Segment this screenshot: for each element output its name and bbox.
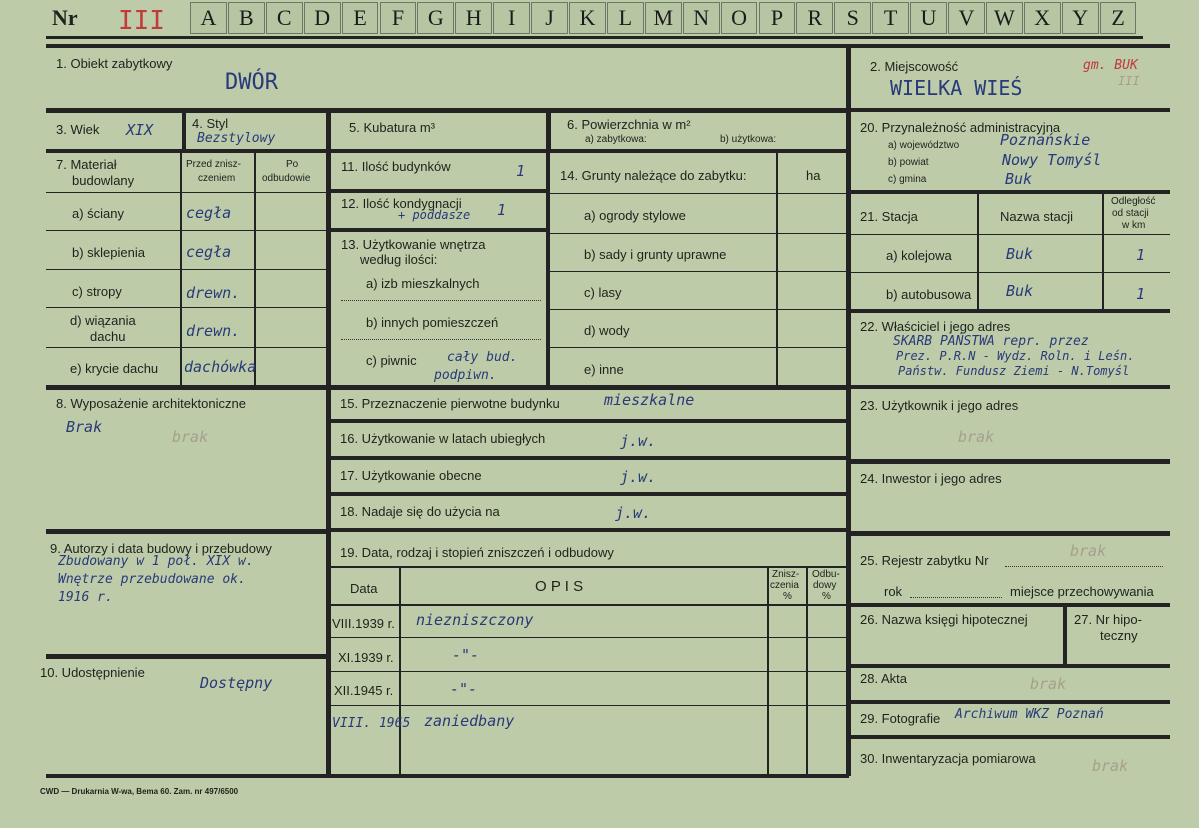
field-1-value: DWÓR bbox=[225, 70, 278, 95]
index-letter: A bbox=[190, 2, 227, 34]
field-17-value: j.w. bbox=[620, 468, 657, 486]
index-letter: O bbox=[721, 2, 758, 34]
field-16-value: j.w. bbox=[620, 432, 657, 450]
field-14-e: e) inne bbox=[584, 362, 624, 377]
field-19-col-o1: Odbu- bbox=[812, 569, 840, 580]
index-letter: R bbox=[796, 2, 833, 34]
index-letter: X bbox=[1024, 2, 1061, 34]
index-letter: E bbox=[342, 2, 379, 34]
field-9-line-1: Zbudowany w 1 poł. XIX w. bbox=[58, 554, 254, 569]
field-7-label-1: 7. Materiał bbox=[56, 157, 117, 172]
field-19-col-z2: czenia bbox=[770, 580, 799, 591]
index-letter: W bbox=[986, 2, 1023, 34]
field-12-value: 1 bbox=[497, 201, 507, 219]
field-6-label: 6. Powierzchnia w m² bbox=[567, 117, 691, 132]
field-6-sub-a: a) zabytkowa: bbox=[585, 134, 647, 145]
field-21-col2c: w km bbox=[1122, 220, 1146, 231]
field-22-label: 22. Właściciel i jego adres bbox=[860, 319, 1011, 334]
faint-note-2: brak bbox=[958, 428, 995, 446]
field-1-label: 1. Obiekt zabytkowy bbox=[56, 56, 173, 71]
field-20-b-value: Nowy Tomyśl bbox=[1002, 151, 1102, 169]
index-letter: Z bbox=[1100, 2, 1137, 34]
field-13-b: b) innych pomieszczeń bbox=[366, 315, 499, 330]
field-20-b: b) powiat bbox=[888, 157, 929, 168]
field-7-row-a-label: a) ściany bbox=[72, 206, 125, 221]
field-9-line-2: Wnętrze przebudowane ok. bbox=[58, 572, 246, 587]
field-19-row-2-desc: -"- bbox=[452, 646, 480, 664]
field-3-label: 3. Wiek bbox=[56, 122, 100, 137]
field-22-line-1: SKARB PAŃSTWA repr. przez bbox=[893, 334, 1089, 349]
index-letter: J bbox=[531, 2, 568, 34]
field-21-b: b) autobusowa bbox=[886, 287, 972, 302]
field-21-a-name: Buk bbox=[1006, 245, 1034, 263]
field-19-col-opis: O P I S bbox=[535, 578, 584, 595]
printer-footer: CWD — Drukarnia W-wa, Bema 60. Zam. nr 497/6500 bbox=[40, 787, 239, 796]
field-15-label: 15. Przeznaczenie pierwotne budynku bbox=[340, 396, 560, 411]
field-21-col2b: od stacji bbox=[1112, 208, 1149, 219]
field-25-place: miejsce przechowywania bbox=[1010, 584, 1154, 599]
field-4-value: Bezstylowy bbox=[197, 131, 276, 146]
field-6-sub-b: b) użytkowa: bbox=[720, 134, 777, 145]
field-21-col1: Nazwa stacji bbox=[1000, 209, 1073, 224]
field-8-label: 8. Wyposażenie architektoniczne bbox=[56, 396, 246, 411]
faint-note-6: III bbox=[1118, 74, 1140, 88]
field-7-row-d-label2: dachu bbox=[90, 329, 126, 344]
field-25-rok: rok bbox=[884, 584, 903, 599]
field-15-value: mieszkalne bbox=[604, 391, 695, 409]
field-20-c-value: Buk bbox=[1005, 170, 1033, 188]
field-21-b-name: Buk bbox=[1006, 282, 1034, 300]
field-7-label-2: budowlany bbox=[72, 173, 135, 188]
index-letter: V bbox=[948, 2, 985, 34]
field-7-row-b-value: cegła bbox=[186, 243, 232, 261]
field-19-row-1-desc: niezniszczony bbox=[416, 611, 534, 629]
field-20-a-value: Poznańskie bbox=[1000, 131, 1091, 149]
field-21-b-km: 1 bbox=[1136, 285, 1146, 303]
field-21-col2a: Odległość bbox=[1111, 196, 1156, 207]
field-7-col1b: czeniem bbox=[198, 173, 236, 184]
field-27-label-1: 27. Nr hipo- bbox=[1074, 612, 1142, 627]
index-letter: B bbox=[228, 2, 265, 34]
field-18-label: 18. Nadaje się do użycia na bbox=[340, 504, 500, 519]
index-letter: H bbox=[455, 2, 492, 34]
field-19-col-zpct: % bbox=[783, 591, 792, 602]
field-19-row-3-date: XII.1945 r. bbox=[334, 683, 394, 698]
field-7-row-e-label: e) krycie dachu bbox=[70, 361, 159, 376]
index-letter: N bbox=[683, 2, 720, 34]
field-23-label: 23. Użytkownik i jego adres bbox=[860, 398, 1019, 413]
field-19-col-date: Data bbox=[350, 581, 378, 596]
field-19-label: 19. Data, rodzaj i stopień zniszczeń i odbudowy bbox=[340, 545, 614, 560]
nr-label: Nr bbox=[52, 5, 78, 30]
faint-note-1: brak bbox=[172, 428, 209, 446]
field-14-b: b) sady i grunty uprawne bbox=[584, 247, 727, 262]
field-12-note: + poddasze bbox=[398, 208, 471, 222]
field-10-value: Dostępny bbox=[200, 674, 273, 692]
field-19-row-4-desc: zaniedbany bbox=[424, 712, 515, 730]
index-letter: P bbox=[759, 2, 796, 34]
nr-value: III bbox=[118, 6, 165, 36]
field-9-label: 9. Autorzy i data budowy i przebudowy bbox=[50, 541, 272, 556]
field-3-value: XIX bbox=[126, 121, 154, 139]
field-11-label: 11. Ilość budynków bbox=[341, 159, 451, 174]
field-2-value: WIELKA WIEŚ bbox=[890, 76, 1023, 100]
field-19-col-o2: dowy bbox=[813, 580, 837, 591]
field-14-label: 14. Grunty należące do zabytku: bbox=[560, 168, 747, 183]
field-7-row-b-label: b) sklepienia bbox=[72, 245, 145, 260]
field-13-c-value-2: podpiwn. bbox=[434, 368, 497, 383]
field-14-unit: ha bbox=[806, 168, 821, 183]
faint-note-4: brak bbox=[1030, 675, 1067, 693]
field-29-label: 29. Fotografie bbox=[860, 711, 941, 726]
index-letter: U bbox=[910, 2, 947, 34]
index-letter: D bbox=[304, 2, 341, 34]
field-30-label: 30. Inwentaryzacja pomiarowa bbox=[860, 751, 1036, 766]
field-18-value: j.w. bbox=[615, 504, 652, 522]
field-4-label: 4. Styl bbox=[192, 116, 229, 131]
field-13-c: c) piwnic bbox=[366, 353, 417, 368]
field-17-label: 17. Użytkowanie obecne bbox=[340, 468, 482, 483]
field-14-a: a) ogrody stylowe bbox=[584, 208, 686, 223]
field-16-label: 16. Użytkowanie w latach ubiegłych bbox=[340, 431, 546, 446]
field-12-label: 12. Ilość kondygnacji bbox=[341, 196, 462, 211]
field-24-label: 24. Inwestor i jego adres bbox=[860, 471, 1002, 486]
index-letter: T bbox=[872, 2, 909, 34]
field-22-line-3: Państw. Fundusz Ziemi - N.Tomyśl bbox=[898, 364, 1130, 378]
field-11-value: 1 bbox=[516, 162, 526, 180]
field-29-value: Archiwum WKZ Poznań bbox=[955, 707, 1104, 722]
field-13-label-2: według ilości: bbox=[360, 252, 438, 267]
field-2-label: 2. Miejscowość bbox=[870, 59, 959, 74]
field-13-a: a) izb mieszkalnych bbox=[366, 276, 480, 291]
index-letter: S bbox=[834, 2, 871, 34]
field-19-row-4-date: VIII. 1965 bbox=[332, 716, 411, 731]
field-7-col2a: Po bbox=[286, 159, 299, 170]
field-7-row-d-value: drewn. bbox=[186, 322, 241, 340]
field-19-row-1-date: VIII.1939 r. bbox=[332, 616, 395, 631]
index-letter: M bbox=[645, 2, 682, 34]
field-14-c: c) lasy bbox=[584, 285, 622, 300]
index-letter: Y bbox=[1062, 2, 1099, 34]
field-21-label: 21. Stacja bbox=[860, 209, 918, 224]
field-25-label: 25. Rejestr zabytku Nr bbox=[860, 553, 989, 568]
index-letter: L bbox=[607, 2, 644, 34]
field-13-c-value-1: cały bud. bbox=[447, 350, 518, 365]
field-7-row-c-label: c) stropy bbox=[72, 284, 122, 299]
index-letter: F bbox=[380, 2, 417, 34]
field-28-label: 28. Akta bbox=[860, 671, 907, 686]
field-7-col2b: odbudowie bbox=[262, 173, 311, 184]
field-8-value: Brak bbox=[66, 418, 103, 436]
field-19-col-z1: Znisz- bbox=[772, 569, 800, 580]
field-7-col1a: Przed znisz- bbox=[186, 159, 242, 170]
field-7-row-d-label: d) wiązania bbox=[70, 313, 136, 328]
field-20-a: a) województwo bbox=[888, 140, 960, 151]
field-2-note: gm. BUK bbox=[1083, 58, 1138, 73]
field-20-c: c) gmina bbox=[888, 174, 927, 185]
field-19-row-2-date: XI.1939 r. bbox=[338, 650, 394, 665]
index-letter: K bbox=[569, 2, 606, 34]
field-7-row-c-value: drewn. bbox=[186, 284, 241, 302]
faint-note-5: brak bbox=[1092, 757, 1129, 775]
faint-note-3: brak bbox=[1070, 542, 1107, 560]
field-20-label: 20. Przynależność administracyjna bbox=[860, 120, 1061, 135]
index-letter: G bbox=[417, 2, 454, 34]
field-10-label: 10. Udostępnienie bbox=[40, 665, 145, 680]
field-26-label: 26. Nazwa księgi hipotecznej bbox=[860, 612, 1028, 627]
field-13-label-1: 13. Użytkowanie wnętrza bbox=[341, 237, 486, 252]
field-9-line-3: 1916 r. bbox=[58, 590, 113, 605]
field-7-row-e-value: dachówka bbox=[184, 358, 257, 376]
index-letter: I bbox=[493, 2, 530, 34]
field-5-label: 5. Kubatura m³ bbox=[349, 120, 435, 135]
field-19-row-3-desc: -"- bbox=[450, 680, 478, 698]
index-letter: C bbox=[266, 2, 303, 34]
field-27-label-2: teczny bbox=[1100, 628, 1138, 643]
field-19-col-opct: % bbox=[822, 591, 831, 602]
field-21-a: a) kolejowa bbox=[886, 248, 952, 263]
field-22-line-2: Prez. P.R.N - Wydz. Roln. i Leśn. bbox=[896, 349, 1135, 363]
field-21-a-km: 1 bbox=[1136, 246, 1146, 264]
field-7-row-a-value: cegła bbox=[186, 204, 232, 222]
field-14-d: d) wody bbox=[584, 323, 630, 338]
